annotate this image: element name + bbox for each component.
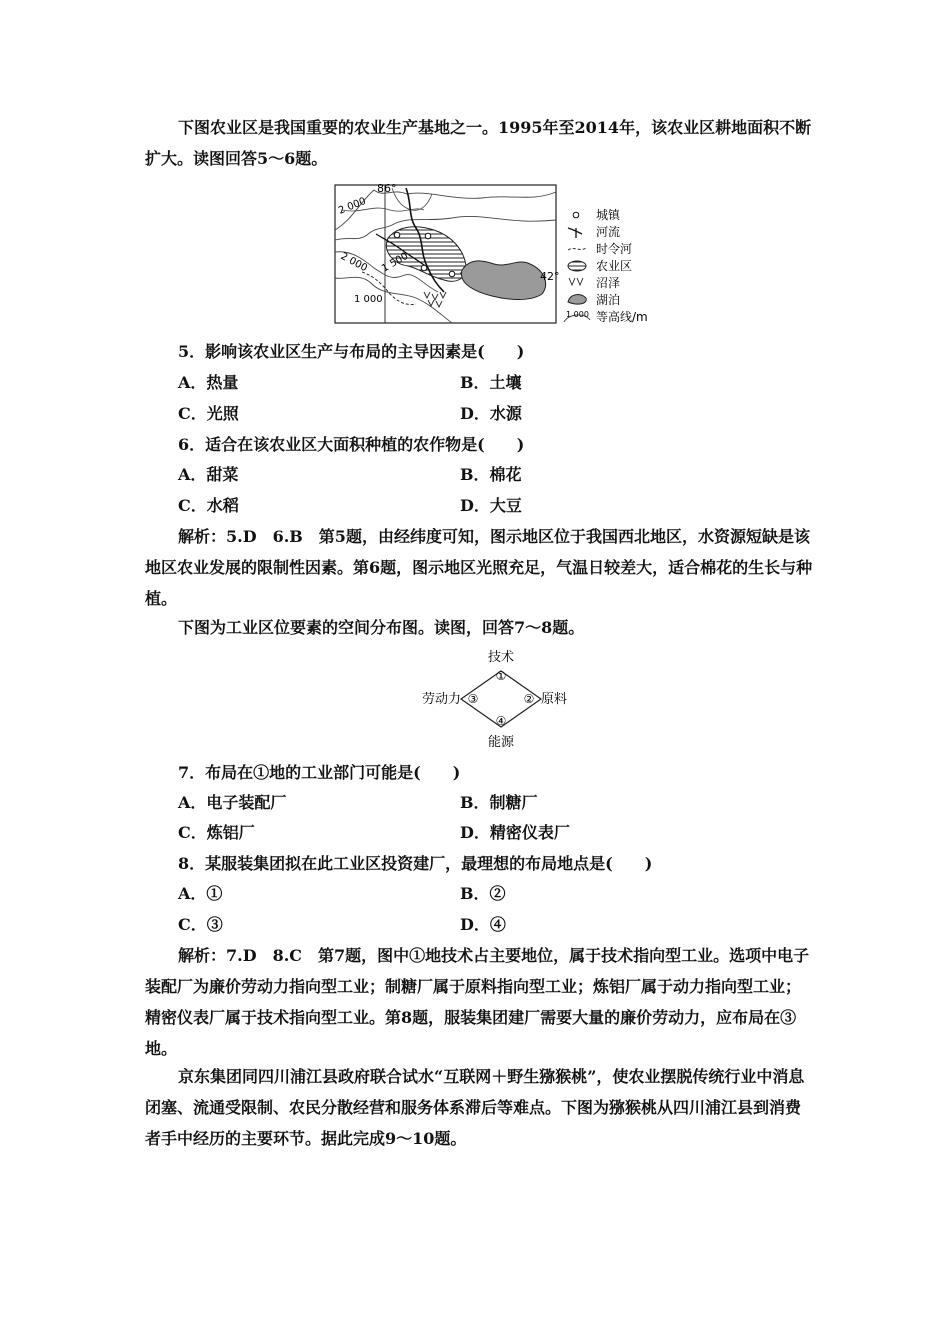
map-legend xyxy=(564,207,648,324)
question-6-option-c[interactable]: C．水稻 xyxy=(178,496,239,515)
legend-label: 时令河 xyxy=(596,242,633,256)
legend-label: 等高线/m xyxy=(596,310,648,324)
contour-legend-value: 1 000 xyxy=(566,310,589,319)
question-8-option-b[interactable]: B．② xyxy=(460,884,506,903)
question-6-option-a[interactable]: A．甜菜 xyxy=(178,465,239,484)
diagram-label-top: 技术 xyxy=(487,650,515,665)
question-6-stem: 6．适合在该农业区大面积种植的农作物是( ) xyxy=(178,435,525,454)
diagram-label-bottom: 能源 xyxy=(487,735,515,750)
town-marker xyxy=(421,265,427,271)
diagram-marker-3: ③ xyxy=(467,692,479,706)
question-5-option-b[interactable]: B．土壤 xyxy=(460,373,522,392)
town-marker xyxy=(425,233,431,239)
contour-label: 2 000 xyxy=(338,250,370,275)
intro-paragraph-2: 下图为工业区位要素的空间分布图。读图，回答7～8题。 xyxy=(178,618,585,637)
agriculture-region-map xyxy=(332,180,672,328)
question-5-option-a[interactable]: A．热量 xyxy=(178,373,239,392)
question-6-option-b[interactable]: B．棉花 xyxy=(460,465,522,484)
question-5-stem: 5．影响该农业区生产与布局的主导因素是( ) xyxy=(178,342,525,361)
contour-label: 2 000 xyxy=(337,195,368,217)
town-marker xyxy=(449,271,455,277)
diagram-marker-4: ④ xyxy=(495,714,507,728)
question-8-option-a[interactable]: A．① xyxy=(178,884,223,903)
intro-paragraph-3: 京东集团同四川浦江县政府联合试水“互联网＋野生猕猴桃”，使农业摆脱传统行业中消息闭塞、流通受限制、农民分散经营和服务体系滞后等难点。下图为猕猴桃从四川浦江县到消费者手中经历的主要环节。据此完成9～10题。 xyxy=(145,1067,805,1148)
analysis-7-8: 解析：7.D 8.C 第7题，图中①地技术占主要地位，属于技术指向型工业。选项中电子装配厂为廉价劳动力指向型工业；制糖厂属于原料指向型工业；炼铝厂属于动力指向型工业；精密仪表厂属于技术指向型工业。第8题，服装集团建厂需要大量的廉价劳动力，应布局在③地。 xyxy=(145,946,810,1058)
diagram-label-left: 劳动力 xyxy=(421,692,461,707)
intro-paragraph-1: 下图农业区是我国重要的农业生产基地之一。1995年至2014年，该农业区耕地面积不断扩大。读图回答5～6题。 xyxy=(145,118,812,168)
town-marker xyxy=(394,232,400,238)
town-legend-icon xyxy=(573,212,579,218)
diagram-label-right: 原料 xyxy=(541,692,568,707)
diagram-marker-1: ① xyxy=(495,669,507,683)
latitude-label: 42° xyxy=(540,270,560,283)
longitude-label: 86° xyxy=(377,182,397,195)
contour-label: 1 000 xyxy=(354,294,383,305)
question-5-option-d[interactable]: D．水源 xyxy=(460,404,522,423)
seasonal-river-legend-icon xyxy=(568,248,586,250)
question-7-option-a[interactable]: A．电子装配厂 xyxy=(178,793,287,812)
question-8-option-c[interactable]: C．③ xyxy=(178,915,223,934)
question-7-option-c[interactable]: C．炼铝厂 xyxy=(178,823,255,842)
industrial-location-diagram xyxy=(405,645,580,753)
question-8-option-d[interactable]: D．④ xyxy=(460,915,506,934)
question-7-option-d[interactable]: D．精密仪表厂 xyxy=(460,823,570,842)
question-7-option-b[interactable]: B．制糖厂 xyxy=(460,793,538,812)
question-8-stem: 8．某服装集团拟在此工业区投资建厂，最理想的布局地点是( ) xyxy=(178,854,653,873)
contour-label: 1 500 xyxy=(380,250,411,275)
marsh-legend-icon xyxy=(569,278,583,285)
question-7-stem: 7．布局在①地的工业部门可能是( ) xyxy=(178,763,461,782)
question-6-option-d[interactable]: D．大豆 xyxy=(460,496,522,515)
legend-label: 沼泽 xyxy=(596,276,621,290)
diagram-marker-2: ② xyxy=(523,692,535,706)
river-legend-icon xyxy=(568,228,582,238)
legend-label: 河流 xyxy=(596,225,621,239)
legend-label: 农业区 xyxy=(596,259,633,273)
legend-label: 城镇 xyxy=(596,208,621,222)
legend-label: 湖泊 xyxy=(596,293,621,307)
analysis-5-6: 解析：5.D 6.B 第5题，由经纬度可知，图示地区位于我国西北地区，水资源短缺是该地区农业发展的限制性因素。第6题，图示地区光照充足，气温日较差大，适合棉花的生长与种植。 xyxy=(145,527,813,608)
question-5-option-c[interactable]: C．光照 xyxy=(178,404,239,423)
lake-legend-icon xyxy=(568,295,586,305)
agriculture-legend-icon xyxy=(568,261,586,271)
